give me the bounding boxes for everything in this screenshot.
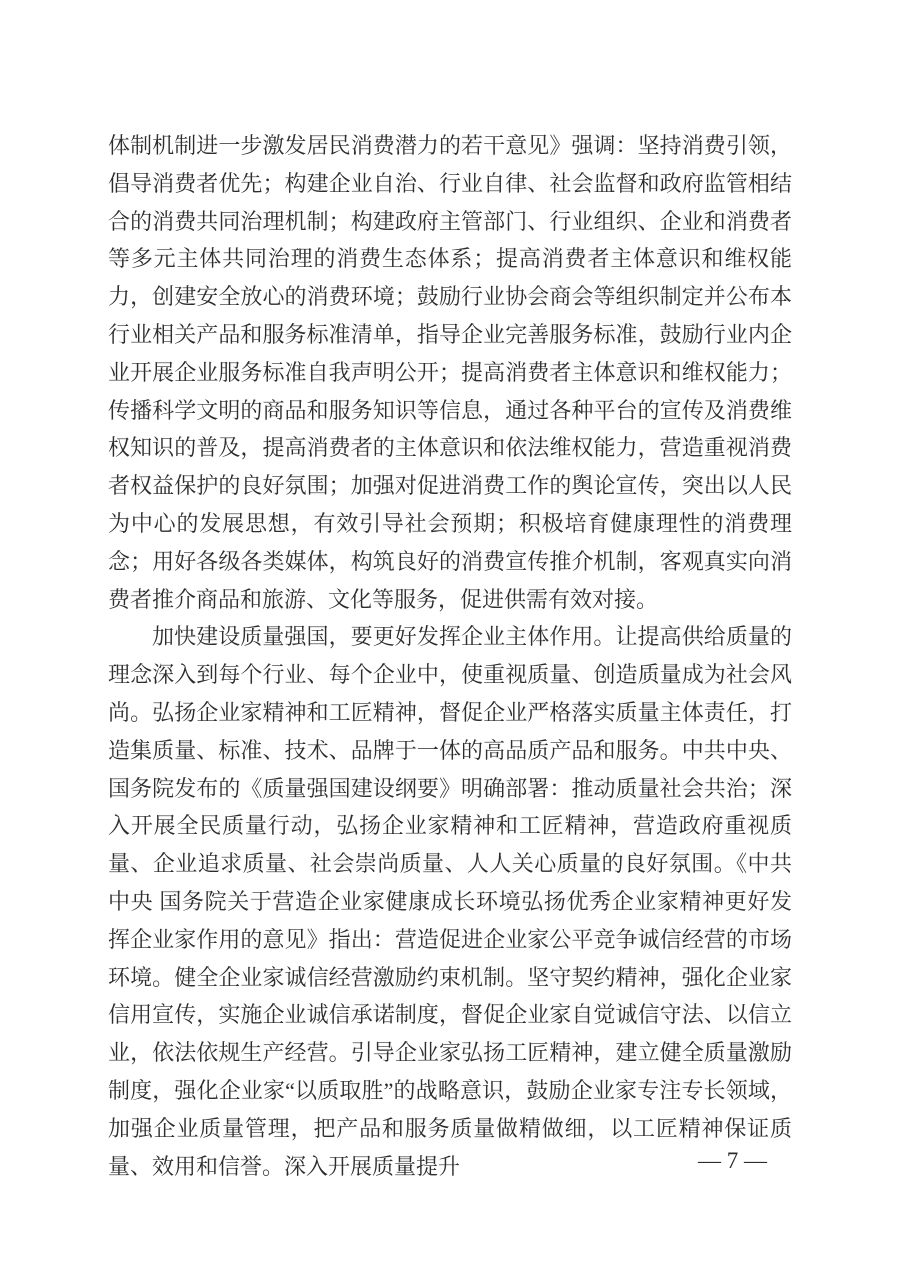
body-text — [108, 127, 792, 1185]
page-number: — 7 — — [698, 1148, 767, 1173]
page-footer — [108, 1146, 792, 1176]
paragraph-consumption-governance: 体制机制进一步激发居民消费潜力的若干意见》强调：坚持消费引领，倡导消费者优先；构建企业自治、行业自律、社会监督和政府监管相结合的消费共同治理机制；构建政府主管部门、行业组织、企业和消费者等多元主体共同治理的消费生态体系；提高消费者主体意识和维权能力，创建安全放心的消费环境；鼓励行业协会商会等组织制定并公布本行业相关产品和服务标准清单，指导企业完善服务标准，鼓励行业内企业开展企业服务标准自我声明公开；提高消费者主体意识和维权能力；传播科学文明的商品和服务知识等信息，通过各种平台的宣传及消费维权知识的普及，提高消费者的主体意识和依法维权能力，营造重视消费者权益保护的良好氛围；加强对促进消费工作的舆论宣传，突出以人民为中心的发展思想，有效引导社会预期；积极培育健康理性的消费理念；用好各级各类媒体，构筑良好的消费宣传推介机制，客观真实向消费者推介商品和旅游、文化等服务，促进供需有效对接。 — [108, 133, 792, 612]
paragraph-quality-nation: 加快建设质量强国，要更好发挥企业主体作用。让提高供给质量的理念深入到每个行业、每个企业中，使重视质量、创造质量成为社会风尚。弘扬企业家精神和工匠精神，督促企业严格落实质量主体责任，打造集质量、标准、技术、品牌于一体的高品质产品和服务。中共中央、国务院发布的《质量强国建设纲要》明确部署：推动质量社会共治；深入开展全民质量行动，弘扬企业家精神和工匠精神，营造政府重视质量、企业追求质量、社会崇尚质量、人人关心质量的良好氛围。《中共中央 国务院关于营造企业家健康成长环境弘扬优秀企业家精神更好发挥企业家作用的意见》指出：营造促进企业家公平竞争诚信经营的市场环境。健全企业家诚信经营激励约束机制。坚守契约精神，强化企业家信用宣传，实施企业诚信承诺制度，督促企业家自觉诚信守法、以信立业，依法依规生产经营。引导企业家弘扬工匠精神，建立健全质量激励制度，强化企业家“以质取胜”的战略意识，鼓励企业家专注专长领域，加强企业质量管理，把产品和服务质量做精做细，以工匠精神保证质量、效用和信誉。深入开展质量提升 — [108, 624, 792, 1179]
